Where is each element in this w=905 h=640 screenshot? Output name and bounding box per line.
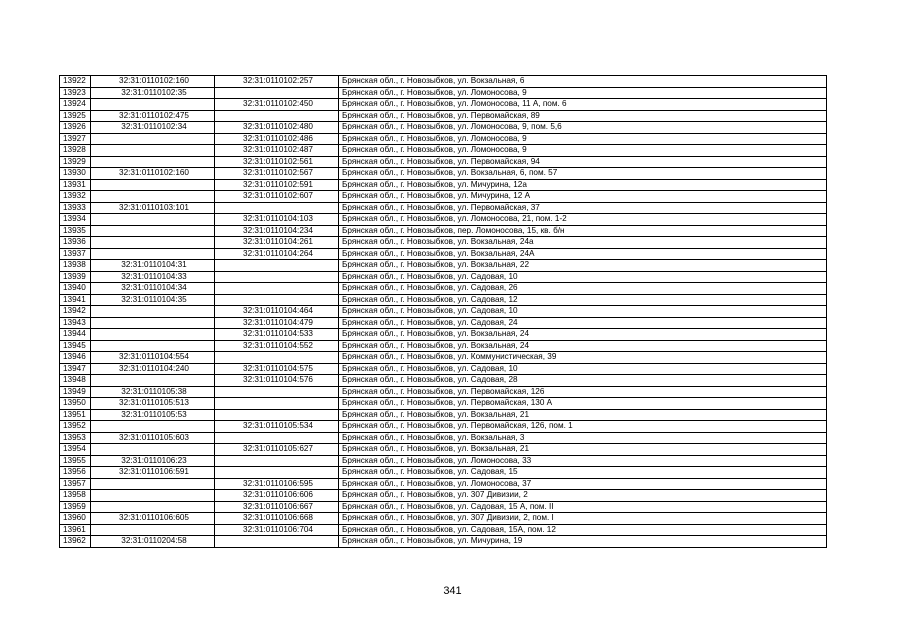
row-number-cell: 13956 [60,467,91,479]
new-cadastral-number-cell [215,409,339,421]
table-row [60,398,827,410]
address-cell: Брянская обл., г. Новозыбков, ул. Садовая, 28 [339,375,827,387]
registry-table [59,75,827,548]
row-number-cell: 13928 [60,145,91,157]
table-row [60,237,827,249]
old-cadastral-number-cell [91,225,215,237]
table-row [60,536,827,548]
row-number-cell: 13940 [60,283,91,295]
new-cadastral-number-cell [215,352,339,364]
new-cadastral-number-cell: 32:31:0110102:257 [215,76,339,88]
row-number-cell: 13961 [60,524,91,536]
new-cadastral-number-cell: 32:31:0110104:533 [215,329,339,341]
row-number-cell: 13954 [60,444,91,456]
address-cell: Брянская обл., г. Новозыбков, ул. Садовая, 26 [339,283,827,295]
new-cadastral-number-cell: 32:31:0110104:264 [215,248,339,260]
row-number-cell: 13948 [60,375,91,387]
row-number-cell: 13933 [60,202,91,214]
new-cadastral-number-cell [215,260,339,272]
row-number-cell: 13922 [60,76,91,88]
new-cadastral-number-cell: 32:31:0110105:534 [215,421,339,433]
address-cell: Брянская обл., г. Новозыбков, ул. Ломоносова, 9 [339,133,827,145]
old-cadastral-number-cell: 32:31:0110105:603 [91,432,215,444]
table-row [60,490,827,502]
new-cadastral-number-cell: 32:31:0110104:261 [215,237,339,249]
row-number-cell: 13925 [60,110,91,122]
address-cell: Брянская обл., г. Новозыбков, ул. Ломоносова, 9 [339,87,827,99]
address-cell: Брянская обл., г. Новозыбков, ул. Ломоносова, 11 А, пом. 6 [339,99,827,111]
row-number-cell: 13942 [60,306,91,318]
old-cadastral-number-cell [91,375,215,387]
old-cadastral-number-cell: 32:31:0110106:23 [91,455,215,467]
table-row [60,248,827,260]
row-number-cell: 13952 [60,421,91,433]
old-cadastral-number-cell: 32:31:0110105:513 [91,398,215,410]
address-cell: Брянская обл., г. Новозыбков, ул. Ломоносова, 21, пом. 1-2 [339,214,827,226]
table-row [60,455,827,467]
address-cell: Брянская обл., г. Новозыбков, ул. Ломоносова, 9, пом. 5,6 [339,122,827,134]
address-cell: Брянская обл., г. Новозыбков, ул. Садовая, 10 [339,363,827,375]
old-cadastral-number-cell [91,191,215,203]
new-cadastral-number-cell: 32:31:0110102:591 [215,179,339,191]
table-row [60,179,827,191]
old-cadastral-number-cell [91,444,215,456]
row-number-cell: 13929 [60,156,91,168]
row-number-cell: 13947 [60,363,91,375]
table-row [60,133,827,145]
old-cadastral-number-cell [91,501,215,513]
row-number-cell: 13935 [60,225,91,237]
address-cell: Брянская обл., г. Новозыбков, ул. Вокзальная, 24 [339,329,827,341]
address-cell: Брянская обл., г. Новозыбков, ул. Садовая, 10 [339,271,827,283]
row-number-cell: 13939 [60,271,91,283]
address-cell: Брянская обл., г. Новозыбков, ул. Вокзальная, 21 [339,409,827,421]
table-row [60,432,827,444]
address-cell: Брянская обл., г. Новозыбков, ул. Садовая, 15 А, пом. II [339,501,827,513]
old-cadastral-number-cell [91,421,215,433]
row-number-cell: 13962 [60,536,91,548]
table-row [60,122,827,134]
old-cadastral-number-cell: 32:31:0110102:35 [91,87,215,99]
table-row [60,409,827,421]
table-row [60,191,827,203]
row-number-cell: 13938 [60,260,91,272]
address-cell: Брянская обл., г. Новозыбков, ул. Мичурина, 12а [339,179,827,191]
new-cadastral-number-cell [215,467,339,479]
address-cell: Брянская обл., г. Новозыбков, ул. Вокзальная, 6 [339,76,827,88]
row-number-cell: 13943 [60,317,91,329]
table-row [60,478,827,490]
old-cadastral-number-cell: 32:31:0110102:160 [91,168,215,180]
row-number-cell: 13946 [60,352,91,364]
row-number-cell: 13951 [60,409,91,421]
old-cadastral-number-cell [91,340,215,352]
table-row [60,260,827,272]
address-cell: Брянская обл., г. Новозыбков, ул. Ломоносова, 33 [339,455,827,467]
row-number-cell: 13950 [60,398,91,410]
table-row [60,444,827,456]
old-cadastral-number-cell: 32:31:0110102:160 [91,76,215,88]
table-row [60,294,827,306]
old-cadastral-number-cell [91,490,215,502]
address-cell: Брянская обл., г. Новозыбков, ул. Садовая, 10 [339,306,827,318]
row-number-cell: 13924 [60,99,91,111]
new-cadastral-number-cell [215,110,339,122]
table-row [60,283,827,295]
table-row [60,110,827,122]
old-cadastral-number-cell: 32:31:0110104:554 [91,352,215,364]
old-cadastral-number-cell: 32:31:0110104:33 [91,271,215,283]
new-cadastral-number-cell: 32:31:0110102:567 [215,168,339,180]
row-number-cell: 13930 [60,168,91,180]
address-cell: Брянская обл., г. Новозыбков, ул. Вокзальная, 21 [339,444,827,456]
new-cadastral-number-cell: 32:31:0110104:576 [215,375,339,387]
table-row [60,513,827,525]
table-row [60,375,827,387]
address-cell: Брянская обл., г. Новозыбков, ул. Первомайская, 89 [339,110,827,122]
new-cadastral-number-cell: 32:31:0110106:595 [215,478,339,490]
address-cell: Брянская обл., г. Новозыбков, ул. Садовая, 15 [339,467,827,479]
old-cadastral-number-cell [91,179,215,191]
old-cadastral-number-cell: 32:31:0110102:475 [91,110,215,122]
old-cadastral-number-cell: 32:31:0110105:38 [91,386,215,398]
new-cadastral-number-cell [215,398,339,410]
address-cell: Брянская обл., г. Новозыбков, ул. Садовая, 15А, пом. 12 [339,524,827,536]
new-cadastral-number-cell: 32:31:0110102:487 [215,145,339,157]
new-cadastral-number-cell: 32:31:0110104:552 [215,340,339,352]
old-cadastral-number-cell: 32:31:0110105:53 [91,409,215,421]
new-cadastral-number-cell: 32:31:0110102:607 [215,191,339,203]
old-cadastral-number-cell [91,214,215,226]
address-cell: Брянская обл., г. Новозыбков, ул. Коммунистическая, 39 [339,352,827,364]
new-cadastral-number-cell: 32:31:0110104:103 [215,214,339,226]
table-row [60,340,827,352]
table-row [60,363,827,375]
address-cell: Брянская обл., г. Новозыбков, ул. Мичурина, 19 [339,536,827,548]
table-row [60,76,827,88]
new-cadastral-number-cell: 32:31:0110102:450 [215,99,339,111]
table-row [60,145,827,157]
old-cadastral-number-cell: 32:31:0110204:58 [91,536,215,548]
row-number-cell: 13923 [60,87,91,99]
table-row [60,329,827,341]
row-number-cell: 13960 [60,513,91,525]
table-row [60,214,827,226]
old-cadastral-number-cell [91,99,215,111]
table-row [60,467,827,479]
address-cell: Брянская обл., г. Новозыбков, ул. Первомайская, 126, пом. 1 [339,421,827,433]
old-cadastral-number-cell: 32:31:0110106:605 [91,513,215,525]
old-cadastral-number-cell: 32:31:0110104:34 [91,283,215,295]
old-cadastral-number-cell [91,237,215,249]
table-row [60,271,827,283]
address-cell: Брянская обл., г. Новозыбков, ул. Садовая, 24 [339,317,827,329]
old-cadastral-number-cell [91,248,215,260]
new-cadastral-number-cell [215,271,339,283]
new-cadastral-number-cell: 32:31:0110102:480 [215,122,339,134]
old-cadastral-number-cell [91,478,215,490]
old-cadastral-number-cell: 32:31:0110102:34 [91,122,215,134]
row-number-cell: 13941 [60,294,91,306]
table-row [60,99,827,111]
old-cadastral-number-cell [91,329,215,341]
old-cadastral-number-cell: 32:31:0110104:31 [91,260,215,272]
new-cadastral-number-cell: 32:31:0110102:486 [215,133,339,145]
old-cadastral-number-cell [91,145,215,157]
new-cadastral-number-cell [215,386,339,398]
new-cadastral-number-cell: 32:31:0110104:464 [215,306,339,318]
new-cadastral-number-cell: 32:31:0110106:668 [215,513,339,525]
row-number-cell: 13945 [60,340,91,352]
new-cadastral-number-cell [215,87,339,99]
row-number-cell: 13955 [60,455,91,467]
table-row [60,202,827,214]
row-number-cell: 13957 [60,478,91,490]
row-number-cell: 13958 [60,490,91,502]
table-row [60,386,827,398]
table-row [60,421,827,433]
row-number-cell: 13926 [60,122,91,134]
address-cell: Брянская обл., г. Новозыбков, ул. 307 Дивизии, 2 [339,490,827,502]
new-cadastral-number-cell [215,283,339,295]
new-cadastral-number-cell: 32:31:0110106:704 [215,524,339,536]
row-number-cell: 13949 [60,386,91,398]
table-row [60,501,827,513]
new-cadastral-number-cell: 32:31:0110104:234 [215,225,339,237]
address-cell: Брянская обл., г. Новозыбков, ул. Вокзальная, 24 [339,340,827,352]
address-cell: Брянская обл., г. Новозыбков, ул. Первомайская, 126 [339,386,827,398]
old-cadastral-number-cell [91,156,215,168]
new-cadastral-number-cell: 32:31:0110102:561 [215,156,339,168]
new-cadastral-number-cell: 32:31:0110106:667 [215,501,339,513]
address-cell: Брянская обл., г. Новозыбков, ул. Первомайская, 94 [339,156,827,168]
table-row [60,524,827,536]
old-cadastral-number-cell [91,524,215,536]
row-number-cell: 13934 [60,214,91,226]
registry-table-body [60,76,827,548]
address-cell: Брянская обл., г. Новозыбков, ул. 307 Дивизии, 2, пом. I [339,513,827,525]
old-cadastral-number-cell: 32:31:0110104:35 [91,294,215,306]
address-cell: Брянская обл., г. Новозыбков, ул. Вокзальная, 6, пом. 57 [339,168,827,180]
new-cadastral-number-cell [215,294,339,306]
new-cadastral-number-cell [215,455,339,467]
address-cell: Брянская обл., г. Новозыбков, ул. Ломоносова, 37 [339,478,827,490]
address-cell: Брянская обл., г. Новозыбков, ул. Вокзальная, 3 [339,432,827,444]
table-row [60,317,827,329]
table-row [60,87,827,99]
new-cadastral-number-cell [215,202,339,214]
table-row [60,168,827,180]
row-number-cell: 13927 [60,133,91,145]
address-cell: Брянская обл., г. Новозыбков, ул. Вокзальная, 24А [339,248,827,260]
new-cadastral-number-cell: 32:31:0110106:606 [215,490,339,502]
address-cell: Брянская обл., г. Новозыбков, пер. Ломоносова, 15, кв. б/н [339,225,827,237]
row-number-cell: 13937 [60,248,91,260]
row-number-cell: 13953 [60,432,91,444]
old-cadastral-number-cell [91,306,215,318]
table-row [60,225,827,237]
table-row [60,306,827,318]
address-cell: Брянская обл., г. Новозыбков, ул. Мичурина, 12 А [339,191,827,203]
table-row [60,352,827,364]
old-cadastral-number-cell [91,133,215,145]
page-number: 341 [443,585,462,597]
old-cadastral-number-cell [91,317,215,329]
address-cell: Брянская обл., г. Новозыбков, ул. Садовая, 12 [339,294,827,306]
row-number-cell: 13936 [60,237,91,249]
row-number-cell: 13944 [60,329,91,341]
new-cadastral-number-cell: 32:31:0110104:575 [215,363,339,375]
new-cadastral-number-cell [215,432,339,444]
row-number-cell: 13959 [60,501,91,513]
row-number-cell: 13931 [60,179,91,191]
address-cell: Брянская обл., г. Новозыбков, ул. Вокзальная, 24а [339,237,827,249]
old-cadastral-number-cell: 32:31:0110103:101 [91,202,215,214]
old-cadastral-number-cell: 32:31:0110106:591 [91,467,215,479]
new-cadastral-number-cell [215,536,339,548]
address-cell: Брянская обл., г. Новозыбков, ул. Ломоносова, 9 [339,145,827,157]
row-number-cell: 13932 [60,191,91,203]
table-row [60,156,827,168]
old-cadastral-number-cell: 32:31:0110104:240 [91,363,215,375]
new-cadastral-number-cell: 32:31:0110105:627 [215,444,339,456]
address-cell: Брянская обл., г. Новозыбков, ул. Первомайская, 130 А [339,398,827,410]
new-cadastral-number-cell: 32:31:0110104:479 [215,317,339,329]
address-cell: Брянская обл., г. Новозыбков, ул. Вокзальная, 22 [339,260,827,272]
address-cell: Брянская обл., г. Новозыбков, ул. Первомайская, 37 [339,202,827,214]
